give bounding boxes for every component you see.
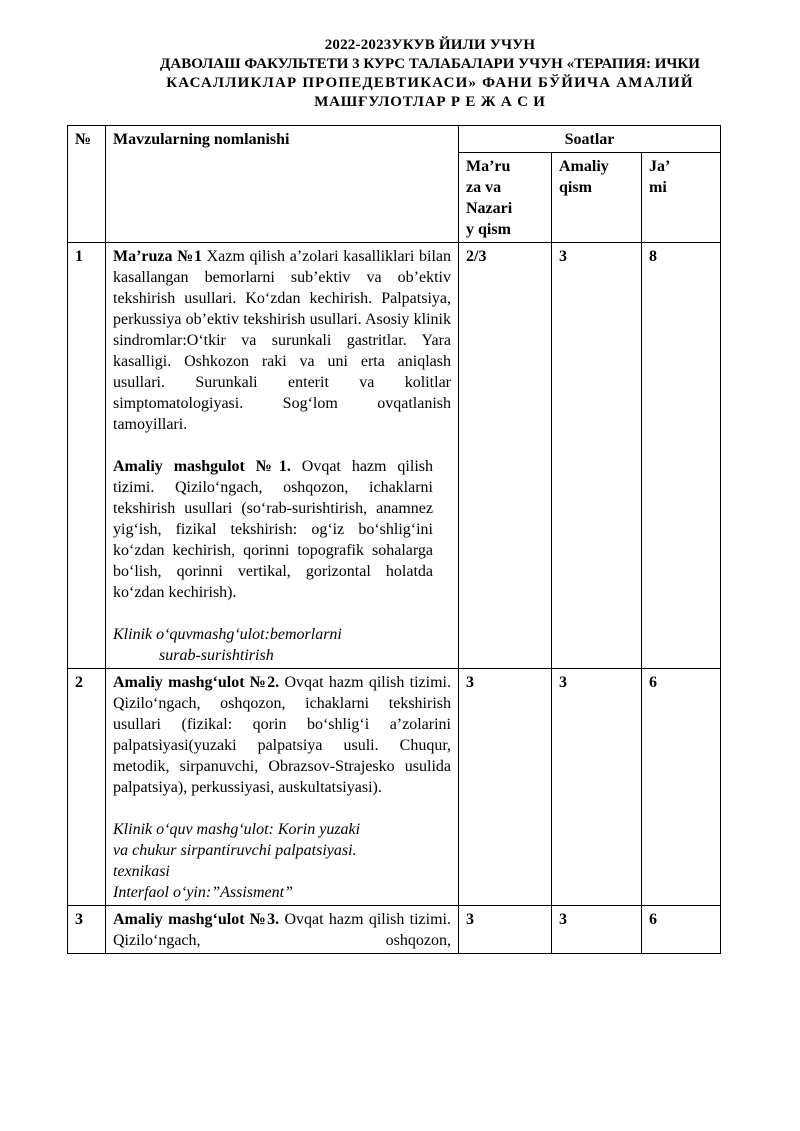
clinical-session-note-cont: texnikasi bbox=[113, 863, 170, 880]
row-lecture-hours: 3 bbox=[459, 906, 552, 954]
row-practice-hours: 3 bbox=[552, 243, 642, 669]
row-total-hours: 8 bbox=[642, 243, 721, 669]
title-line-3: КАСАЛЛИКЛАР ПРОПЕДЕВТИКАСИ» ФАНИ БЎЙИЧА АМАЛИЙ bbox=[166, 75, 694, 91]
row-number: 3 bbox=[68, 906, 106, 954]
schedule-table bbox=[67, 125, 721, 954]
title-line-4: МАШҒУЛОТЛАР Р Е Ж А С И bbox=[314, 94, 546, 110]
practice-description: Amaliy mashg‘ulot №2. Ovqat hazm qilish tizimi. Qizilo‘ngach, oshqozon, ichaklarni tekshirish usullari (fizikal: qorin bo‘shlig‘i a’zolarini palpatsiyasi(yuzaki palpatsiya usuli. Chuqur, metodik, sirpanuvchi, Obrazsov-Strajesko usulida palpatsiya), perkussiyasi, auskultatsiyasi). bbox=[113, 674, 451, 796]
table-row bbox=[68, 243, 721, 669]
row-topic bbox=[106, 243, 459, 669]
clinical-session-note: Klinik o‘quvmashg‘ulot:bemorlarni bbox=[113, 626, 342, 643]
header-hours: Soatlar bbox=[459, 126, 721, 153]
table-row bbox=[68, 669, 721, 906]
header-total: Ja’ mi bbox=[642, 153, 721, 243]
row-number: 2 bbox=[68, 669, 106, 906]
clinical-session-note-cont: va chukur sirpantiruvchi palpatsiyasi. bbox=[113, 842, 357, 859]
lecture-description: Ma’ruza №1 Xazm qilish a’zolari kasalliklari bilan kasallangan bemorlarni sub’ektiv va ob’ektiv tekshirish usullari. Ko‘zdan kechirish. Palpatsiya, perkussiya ob’ektiv tekshirish usullari. Asosiy klinik sindromlar:O‘tkir va surunkali gastritlar. Yara kasalligi. Oshkozon raki va uni erta aniqlash usullari. Surunkali enterit va kolitlar simptomatologiyasi. Sog‘lom ovqatlanish tamoyillari. bbox=[113, 248, 451, 433]
table-row bbox=[68, 906, 721, 954]
row-lecture-hours: 2/3 bbox=[459, 243, 552, 669]
title-line-2: ДАВОЛАШ ФАКУЛЬТЕТИ 3 КУРС ТАЛАБАЛАРИ УЧУН «ТЕРАПИЯ: ИЧКИ bbox=[160, 56, 700, 72]
row-total-hours: 6 bbox=[642, 906, 721, 954]
document-title bbox=[120, 36, 740, 112]
clinical-session-note-cont: surab-surishtirish bbox=[159, 647, 274, 664]
row-topic bbox=[106, 669, 459, 906]
header-number: № bbox=[68, 126, 106, 243]
practice-description: Amaliy mashg‘ulot №3. Ovqat hazm qilish tizimi. Qizilo‘ngach, oshqozon, bbox=[113, 911, 451, 949]
row-topic bbox=[106, 906, 459, 954]
row-lecture-hours: 3 bbox=[459, 669, 552, 906]
header-lecture: Ma’ru za va Nazari y qism bbox=[459, 153, 552, 243]
clinical-session-note: Klinik o‘quv mashg‘ulot: Korin yuzaki bbox=[113, 821, 361, 838]
row-practice-hours: 3 bbox=[552, 669, 642, 906]
practice-description: Amaliy mashgulot №1. Ovqat hazm qilish tizimi. Qizilo‘ngach, oshqozon, ichaklarni tekshirish usullari (so‘rab-surishtirish, anamnez yig‘ish, fizikal tekshirish: og‘iz bo‘shlig‘ini ko‘zdan kechirish, qorinni topografik sohalarga bo‘lish, qorinni vertikal, gorizontal holatda ko‘zdan kechirish). bbox=[113, 458, 433, 601]
interactive-game-note: Interfaol o‘yin:”Assisment” bbox=[113, 884, 293, 901]
table-header-row bbox=[68, 126, 721, 153]
row-practice-hours: 3 bbox=[552, 906, 642, 954]
title-line-1: 2022-2023УКУВ ЙИЛИ УЧУН bbox=[324, 37, 536, 53]
row-total-hours: 6 bbox=[642, 669, 721, 906]
row-number: 1 bbox=[68, 243, 106, 669]
header-practice: Amaliy qism bbox=[552, 153, 642, 243]
header-topics: Mavzularning nomlanishi bbox=[106, 126, 459, 243]
